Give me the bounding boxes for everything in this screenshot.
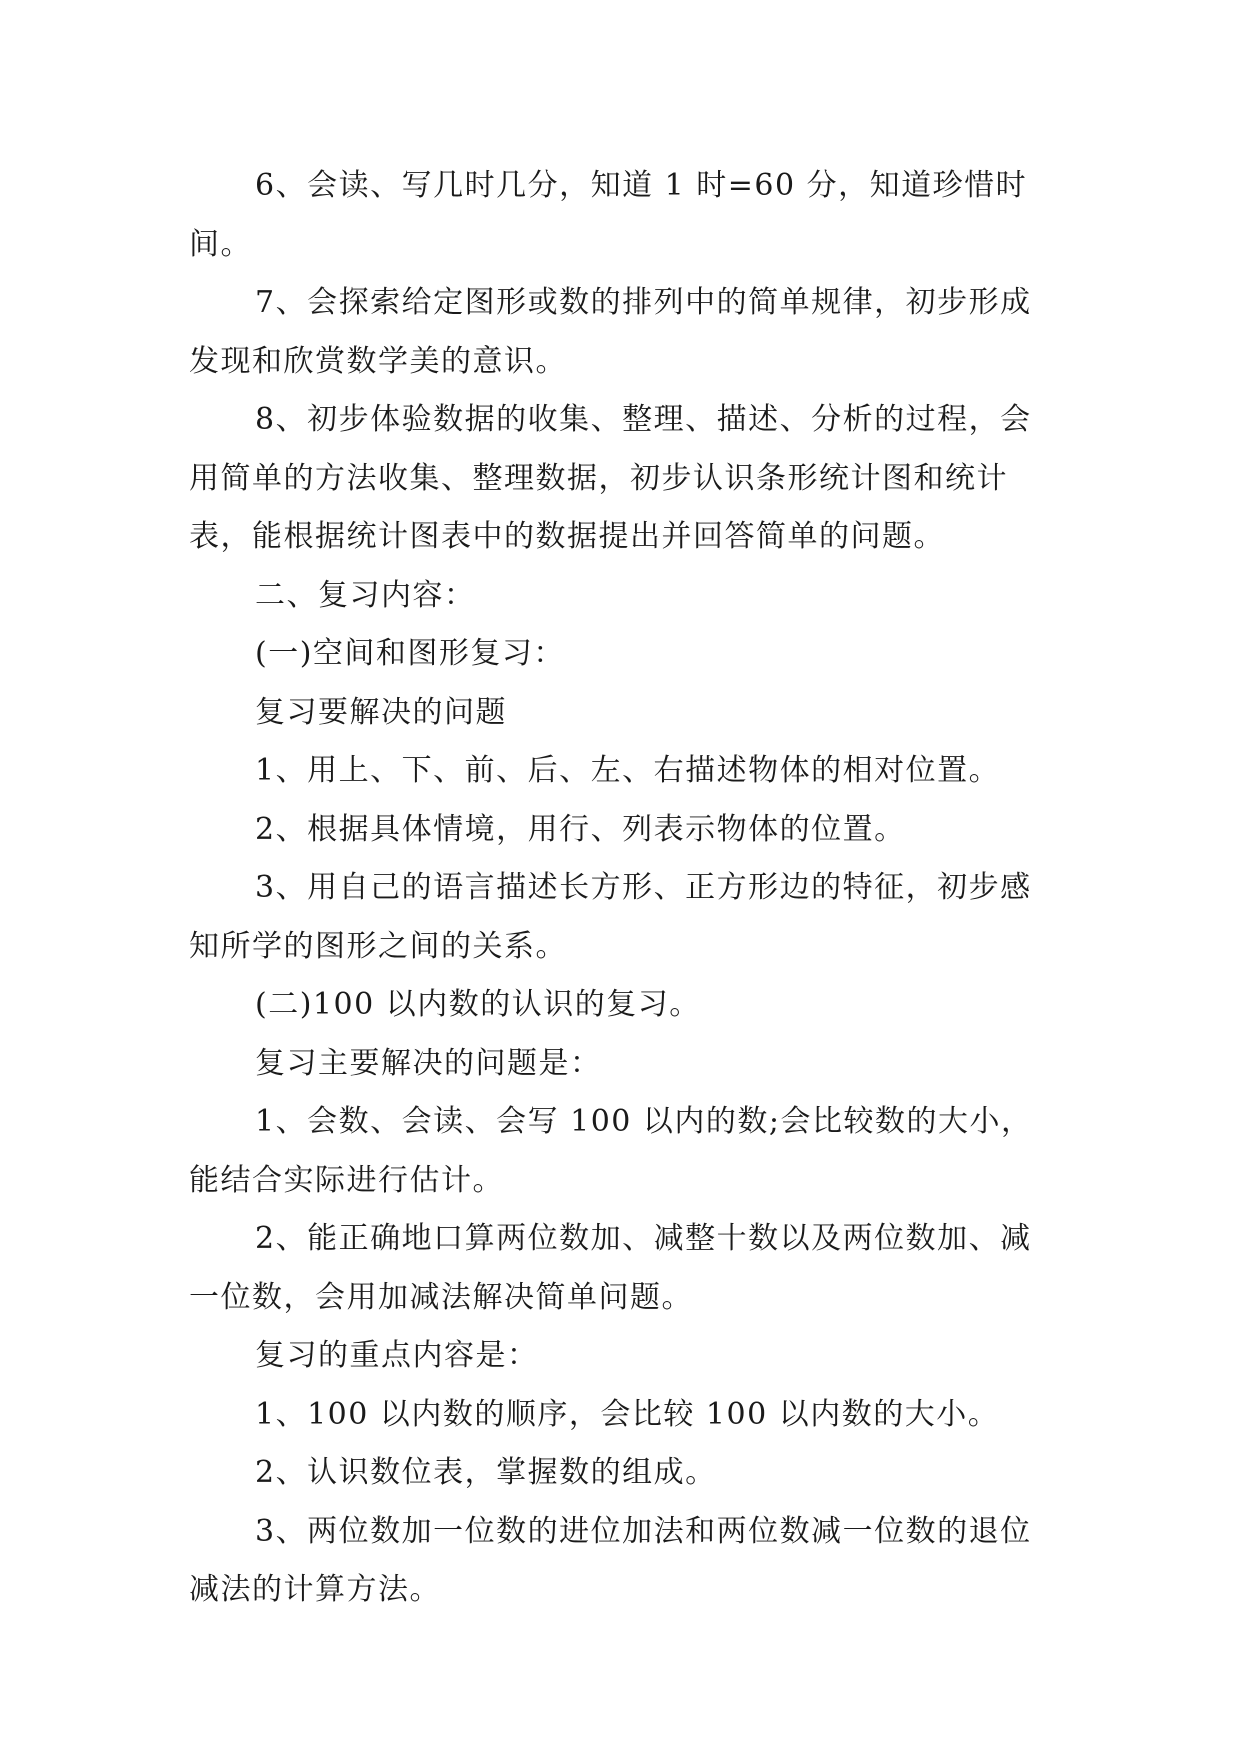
document-body	[189, 157, 1049, 1620]
paragraph: 复习要解决的问题	[255, 694, 507, 730]
paragraph: 1、100 以内数的顺序，会比较 100 以内数的大小。	[255, 1396, 1000, 1432]
paragraph: 复习的重点内容是：	[255, 1338, 539, 1373]
paragraph: 6、会读、写几时几分，知道 1 时=60 分，知道珍惜时间。	[189, 168, 1028, 262]
paragraph: 2、认识数位表，掌握数的组成。	[255, 1455, 717, 1490]
section-heading: 二、复习内容：	[255, 577, 476, 613]
paragraph: 3、两位数加一位数的进位加法和两位数减一位数的退位减法的计算方法。	[189, 1513, 1032, 1607]
paragraph: 2、能正确地口算两位数加、减整十数以及两位数加、减一位数，会用加减法解决简单问题。	[189, 1221, 1032, 1315]
subsection-heading: (一)空间和图形复习：	[255, 636, 565, 671]
paragraph: 2、根据具体情境，用行、列表示物体的位置。	[255, 811, 906, 847]
paragraph: 7、会探索给定图形或数的排列中的简单规律，初步形成发现和欣赏数学美的意识。	[189, 285, 1032, 379]
paragraph: 3、用自己的语言描述长方形、正方形边的特征，初步感知所学的图形之间的关系。	[189, 870, 1032, 964]
paragraph: 1、会数、会读、会写 100 以内的数;会比较数的大小，能结合实际进行估计。	[189, 1104, 1033, 1198]
paragraph: 1、用上、下、前、后、左、右描述物体的相对位置。	[255, 753, 1001, 788]
subsection-heading: (二)100 以内数的认识的复习。	[255, 987, 701, 1022]
paragraph: 复习主要解决的问题是：	[255, 1045, 602, 1081]
paragraph: 8、初步体验数据的收集、整理、描述、分析的过程，会用简单的方法收集、整理数据，初步认识条形统计图和统计表，能根据统计图表中的数据提出并回答简单的问题。	[189, 402, 1032, 554]
